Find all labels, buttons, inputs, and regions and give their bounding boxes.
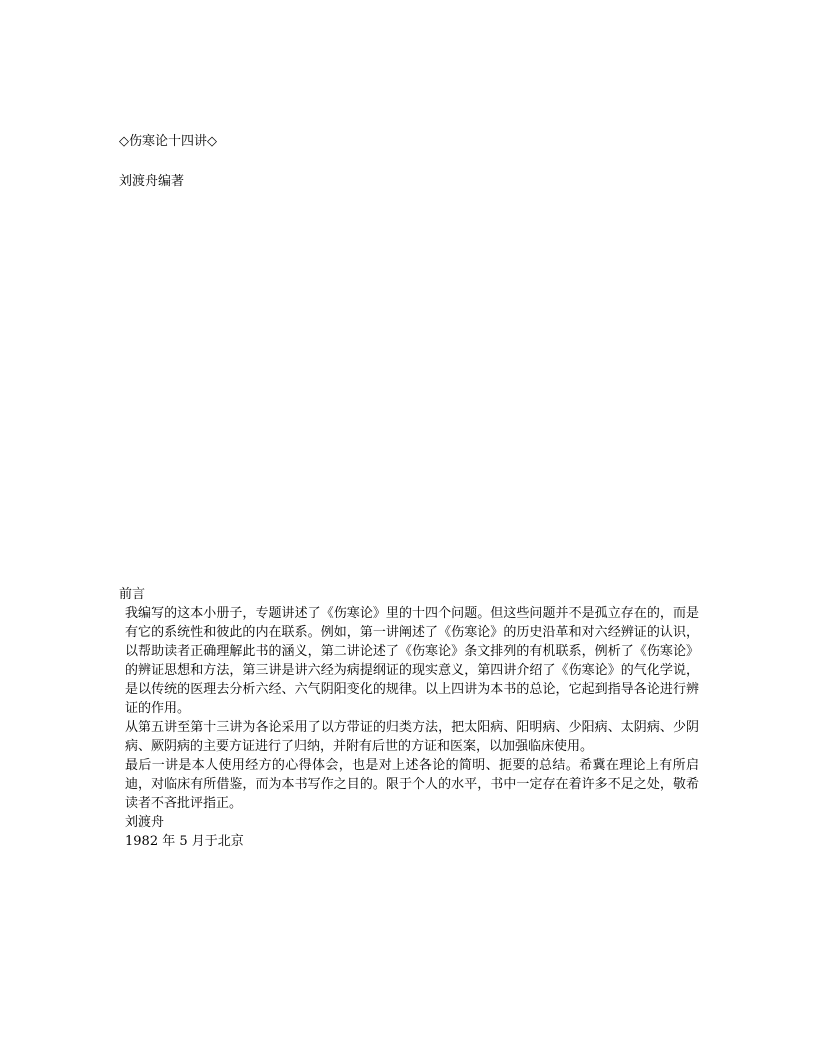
author-line: 刘渡舟编著 — [119, 174, 185, 189]
preface-paragraph-1: 我编写的这本小册子，专题讲述了《伤寒论》里的十四个问题。但这些问题并不是孤立存在的，而是有它的系统性和彼此的内在联系。例如，第一讲阐述了《伤寒论》的历史沿革和对六经辨证的认识，以帮助读者正确理解此书的涵义，第二讲论述了《伤寒论》条文排列的有机联系，例析了《伤寒论》的辨证思想和方法，第三讲是讲六经为病提纲证的现实意义，第四讲介绍了《伤寒论》的气化学说，是以传统的医理去分析六经、六气阴阳变化的规律。以上四讲为本书的总论，它起到指导各论进行辨证的作用。 — [125, 606, 699, 716]
preface-date: 1982 年 5 月于北京 — [125, 834, 244, 849]
preface-paragraph-3: 最后一讲是本人使用经方的心得体会，也是对上述各论的简明、扼要的总结。希冀在理论上有所启迪，对临床有所借鉴，而为本书写作之目的。限于个人的水平，书中一定存在着许多不足之处，敬希读者不吝批评指正。 — [125, 758, 699, 811]
preface-paragraph-2: 从第五讲至第十三讲为各论采用了以方带证的归类方法，把太阳病、阳明病、少阳病、太阴病、少阴病、厥阴病的主要方证进行了归纳，并附有后世的方证和医案，以加强临床使用。 — [125, 720, 699, 754]
preface-section — [119, 585, 699, 851]
book-title: ◇伤寒论十四讲◇ — [119, 134, 217, 149]
preface-heading: 前言 — [119, 587, 146, 602]
preface-signature: 刘渡舟 — [125, 815, 165, 830]
